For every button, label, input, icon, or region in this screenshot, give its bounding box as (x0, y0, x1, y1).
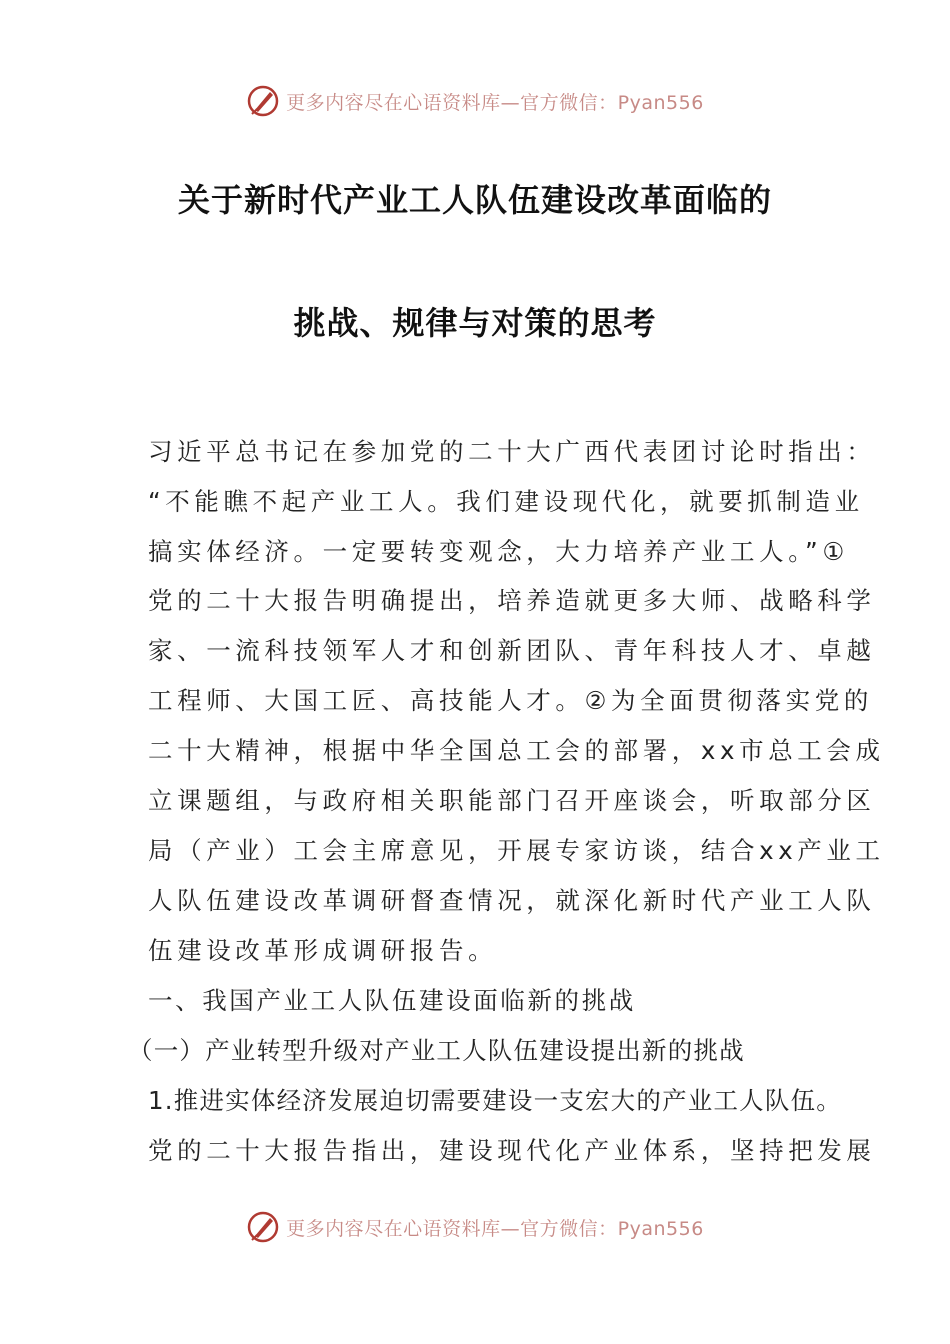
quill-logo-icon (246, 84, 280, 118)
page-title-line-2: 挑战、规律与对策的思考 (293, 304, 657, 342)
text-line: 局（产业）工会主席意见，开展专家访谈，结合xx产业工 (148, 836, 885, 865)
text-line: 党的二十大报告明确提出，培养造就更多大师、战略科学 (148, 586, 876, 615)
page-title-line-1: 关于新时代产业工人队伍建设改革面临的 (177, 181, 772, 219)
header-watermark (0, 84, 950, 118)
text-line: 搞实体经济。一定要转变观念，大力培养产业工人。”① (148, 537, 849, 566)
text-line: 立课题组，与政府相关职能部门召开座谈会，听取部分区 (148, 786, 876, 815)
text-line: 人队伍建设改革调研督查情况，就深化新时代产业工人队 (148, 886, 876, 915)
text-line: 二十大精神，根据中华全国总工会的部署，xx市总工会成 (148, 736, 885, 765)
section-heading: 一、我国产业工人队伍建设面临新的挑战 (148, 986, 636, 1015)
text-line: 家、一流科技领军人才和创新团队、青年科技人才、卓越 (148, 636, 876, 665)
text-line: 习近平总书记在参加党的二十大广西代表团讨论时指出： (148, 437, 876, 466)
watermark-text: 更多内容尽在心语资料库—官方微信：Pyan556 (286, 91, 704, 114)
quill-logo-icon (246, 1210, 280, 1244)
text-line: 1.推进实体经济发展迫切需要建设一支宏大的产业工人队伍。 (148, 1086, 842, 1115)
footer-watermark (0, 1210, 950, 1244)
text-line: “不能瞧不起产业工人。我们建设现代化，就要抓制造业 (148, 487, 864, 516)
watermark-text: 更多内容尽在心语资料库—官方微信：Pyan556 (286, 1217, 704, 1240)
text-line: 工程师、大国工匠、高技能人才。②为全面贯彻落实党的 (148, 686, 873, 715)
text-line: 伍建设改革形成调研报告。 (148, 936, 498, 965)
text-line: 党的二十大报告指出，建设现代化产业体系，坚持把发展 (148, 1136, 876, 1165)
subsection-heading: （一）产业转型升级对产业工人队伍建设提出新的挑战 (128, 1036, 745, 1065)
